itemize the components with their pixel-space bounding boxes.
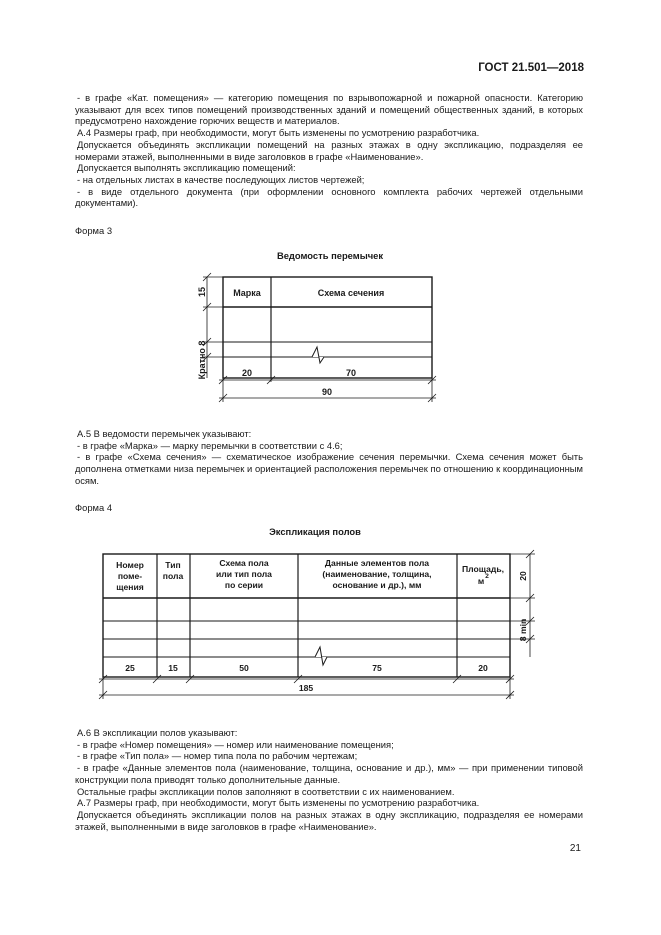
- form4-dim-total: 185: [298, 683, 314, 693]
- form4-col4-line: основание и др.), мм: [332, 580, 422, 590]
- form4-col3-line: Схема пола: [219, 558, 269, 568]
- form4-dim-col1: 25: [125, 663, 135, 673]
- form3-dim-header: 15: [197, 286, 207, 298]
- form3-title: Ведомость перемычек: [276, 250, 384, 261]
- form4-col5-exponent: 2: [485, 573, 489, 580]
- paragraph: - на отдельных листах в качестве последующих листов чертежей;: [77, 173, 365, 185]
- form4-label: Форма 4: [75, 502, 113, 513]
- form4-col1-line: Номер: [116, 560, 144, 570]
- form4-col5-label: Площадь,: [461, 564, 505, 574]
- page-number: 21: [569, 843, 581, 854]
- paragraph: А.7 Размеры граф, при необходимости, могут быть изменены по усмотрению разработчика.: [77, 797, 480, 809]
- form4-dim-col2: 15: [168, 663, 178, 673]
- paragraph: - в виде отдельного документа (при оформлении основного комплекта рабочих чертежей отдельными документами).: [75, 185, 583, 209]
- form4-dim-col4: 75: [372, 663, 382, 673]
- paragraph: А.5 В ведомости перемычек указывают:: [77, 428, 252, 439]
- paragraph: - в графе «Тип пола» — номер типа пола по рабочим чертежам;: [77, 750, 358, 762]
- form4-dim-rows: 8 min: [518, 618, 528, 642]
- paragraph: - в графе «Схема сечения» — схематическое изображение сечения перемычки. Схема сечения может быть дополнена отметками низа перемычек и ориентацией расположения перемычек по отношению к координационным осям.: [75, 451, 583, 486]
- form4-col3-line: или тип пола: [216, 569, 272, 579]
- form4-dim-col3: 50: [239, 663, 249, 673]
- form4-col1-line: щения: [116, 582, 144, 592]
- form4-col5-unit: м: [477, 576, 485, 586]
- form4-col3-line: по серии: [224, 580, 264, 590]
- form4-col1-line: поме-: [117, 571, 143, 581]
- text-block-a5: [75, 428, 583, 487]
- paragraph: Допускается объединять экспликации полов на разных этажах в одну экспликацию, подразделяя ее номерами этажей, выполненными в виде заголовков в графе «Наименование».: [75, 808, 583, 832]
- paragraph: А.4 Размеры граф, при необходимости, могут быть изменены по усмотрению разработчика.: [77, 127, 480, 139]
- paragraph: А.6 В экспликации полов указывают:: [77, 727, 238, 738]
- paragraph: - в графе «Номер помещения» — номер или наименование помещения;: [77, 738, 394, 750]
- form4-dim-header: 20: [518, 571, 528, 581]
- form3-dim-rows: Кратно 8: [197, 340, 207, 380]
- form4-col2-line: пола: [162, 571, 184, 581]
- form4-col4-line: Данные элементов пола: [324, 558, 430, 568]
- document-code: ГОСТ 21.501—2018: [478, 62, 584, 74]
- paragraph: - в графе «Кат. помещения» — категорию помещения по взрывопожарной и пожарной опасности. Категорию указывают для всех типов помещений производственных зданий и помещений общественных зданий, в которых предусмотрено нахождение горючих веществ и материалов.: [75, 92, 583, 127]
- form4-dim-col5: 20: [478, 663, 488, 673]
- form3-dim-total: 90: [321, 387, 333, 397]
- paragraph: - в графе «Данные элементов пола (наименование, толщина, основание и др.), мм» — при применении типовой конструкции пола приводят только дополнительные данные.: [75, 762, 583, 785]
- form4-col2-line: Тип: [165, 560, 181, 570]
- form3-dim-col2: 70: [345, 368, 357, 378]
- form3-col-marka: Марка: [233, 288, 261, 298]
- form4-col4-line: (наименование, толщина,: [322, 569, 432, 579]
- form3-break-mark: [271, 347, 432, 363]
- form3-dim-col1: 20: [241, 368, 253, 378]
- text-block-a6: [75, 727, 583, 832]
- form3-col-scheme: Схема сечения: [317, 288, 385, 298]
- paragraph: - в графе «Марка» — марку перемычки в соответствии с 4.6;: [77, 439, 343, 451]
- paragraph: Допускается объединять экспликации помещений на разных этажах в одну экспликацию, подразделяя ее номерами этажей, выполненными в виде заголовков в графе «Наименование».: [75, 138, 583, 162]
- form4-texts: [116, 558, 528, 693]
- paragraph: Остальные графы экспликации полов заполняют в соответствии с их наименованием.: [77, 785, 455, 797]
- paragraph: Допускается выполнять экспликацию помещений:: [77, 162, 296, 174]
- form4-title: Экспликация полов: [269, 526, 361, 537]
- form3-label: Форма 3: [75, 225, 113, 236]
